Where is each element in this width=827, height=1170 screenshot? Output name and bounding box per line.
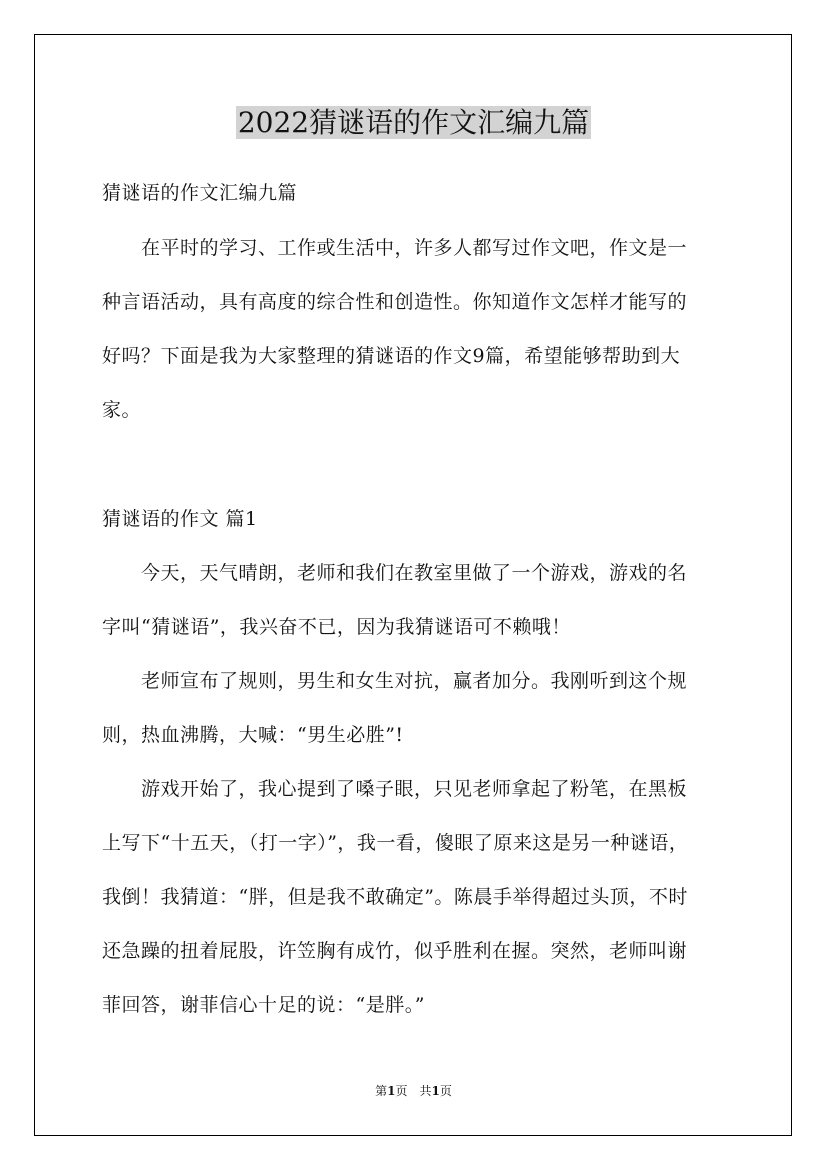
- paragraph-line: 则，热血沸腾，大喊：“男生必胜”!: [102, 724, 404, 746]
- footer-mid: 页 共: [395, 1084, 432, 1098]
- footer-suffix: 页: [439, 1084, 452, 1098]
- paragraph-line: 种言语活动，具有高度的综合性和创造性。你知道作文怎样才能写的: [102, 291, 688, 313]
- paragraph-line: 上写下“十五天，（打一字）”，我一看，傻眼了原来这是另一种谜语，: [102, 832, 689, 854]
- paragraph-line: 还急躁的扭着屁股，许笠胸有成竹，似乎胜利在握。突然，老师叫谢: [102, 940, 688, 962]
- paragraph-line: 游戏开始了，我心提到了嗓子眼，只见老师拿起了粉笔，在黑板: [102, 778, 688, 800]
- paragraph-line: 菲回答，谢菲信心十足的说：“是胖。”: [102, 994, 425, 1016]
- footer-prefix: 第: [375, 1084, 388, 1098]
- section-heading: 猜谜语的作文 篇1: [102, 508, 258, 530]
- paragraph-line: 老师宣布了规则，男生和女生对抗，赢者加分。我刚听到这个规: [102, 670, 688, 692]
- paragraph-line: 字叫“猜谜语”，我兴奋不已，因为我猜谜语可不赖哦！: [102, 616, 571, 638]
- paragraph-line: 好吗？下面是我为大家整理的猜谜语的作文9篇，希望能够帮助到大: [102, 345, 681, 367]
- document-title-text: 2022猜谜语的作文汇编九篇: [237, 106, 590, 139]
- paragraph-line: 今天，天气晴朗，老师和我们在教室里做了一个游戏，游戏的名: [102, 562, 688, 584]
- document-title: [0, 101, 827, 145]
- paragraph-line: 家。: [102, 399, 142, 421]
- subtitle-line: 猜谜语的作文汇编九篇: [102, 182, 298, 204]
- page-footer: [0, 1083, 827, 1099]
- paragraph-line: 在平时的学习、工作或生活中，许多人都写过作文吧，作文是一: [102, 237, 688, 259]
- footer-total-pages: 1: [431, 1084, 440, 1098]
- footer-page-number: 1: [387, 1084, 396, 1098]
- paragraph-line: 我倒！我猜道：“胖，但是我不敢确定”。陈晨手举得超过头顶，不时: [102, 886, 688, 908]
